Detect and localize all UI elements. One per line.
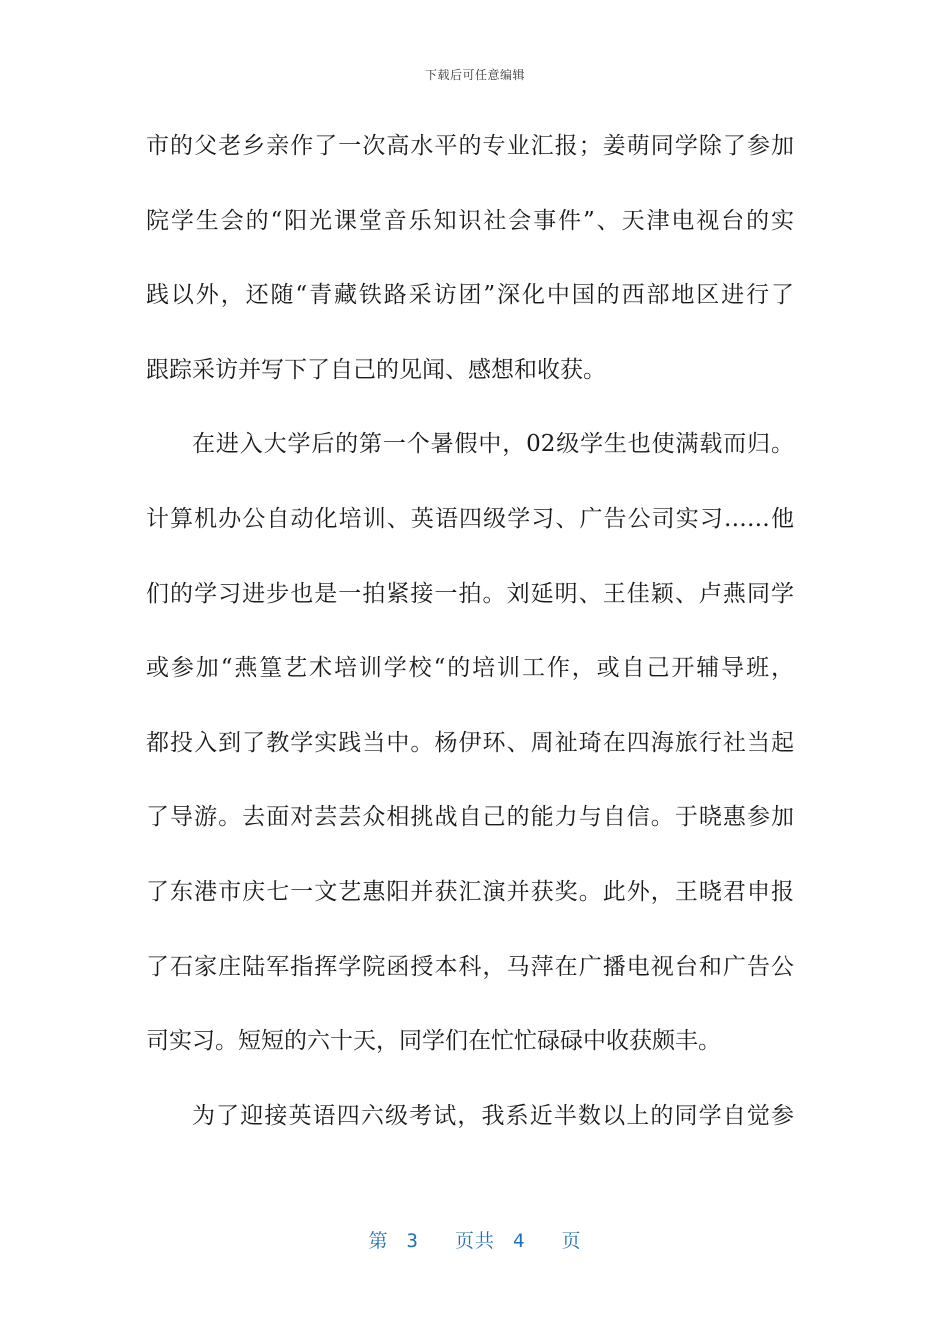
header-note: 下载后可任意编辑: [424, 68, 525, 82]
footer-suffix: 页: [561, 1230, 582, 1252]
text-line: 了东港市庆七一文艺惠阳并获汇演并获奖。此外，王晓君申报: [146, 878, 794, 905]
footer-prefix: 第: [368, 1230, 389, 1252]
footer-middle: 页共: [454, 1230, 495, 1252]
text-line: 都投入到了教学实践当中。杨伊环、周祉琦在四海旅行社当起: [146, 729, 794, 756]
text-line: 市的父老乡亲作了一次高水平的专业汇报；姜萌同学除了参加: [146, 133, 794, 159]
text-line: 司实习。短短的六十天，同学们在忙忙碌碌中收获颇丰。: [146, 1028, 721, 1055]
footer-current-page: 3: [406, 1230, 419, 1252]
text-line: 院学生会的“阳光课堂音乐知识社会事件”、天津电视台的实: [146, 207, 794, 234]
text-line: 或参加“燕篁艺术培训学校“的培训工作，或自己开辅导班，: [146, 655, 794, 682]
text-line: 了石家庄陆军指挥学院函授本科，马萍在广播电视台和广告公: [146, 953, 794, 980]
paragraph-first-line: 在进入大学后的第一个暑假中，02级学生也使满载而归。: [192, 431, 794, 458]
text-line: 们的学习进步也是一拍紧接一拍。刘延明、王佳颖、卢燕同学: [146, 580, 794, 607]
page-footer: [0, 1226, 950, 1253]
text-line: 践以外，还随“青藏铁路采访团”深化中国的西部地区进行了: [146, 282, 794, 309]
paragraph-first-line: 为了迎接英语四六级考试，我系近半数以上的同学自觉参: [192, 1102, 794, 1129]
footer-total-pages: 4: [513, 1230, 526, 1252]
text-line: 了导游。去面对芸芸众相挑战自己的能力与自信。于晓惠参加: [146, 804, 794, 831]
body-text: [146, 122, 794, 1166]
text-line: 跟踪采访并写下了自己的见闻、感想和收获。: [146, 356, 606, 383]
text-line: 计算机办公自动化培训、英语四级学习、广告公司实习……他: [146, 505, 794, 532]
